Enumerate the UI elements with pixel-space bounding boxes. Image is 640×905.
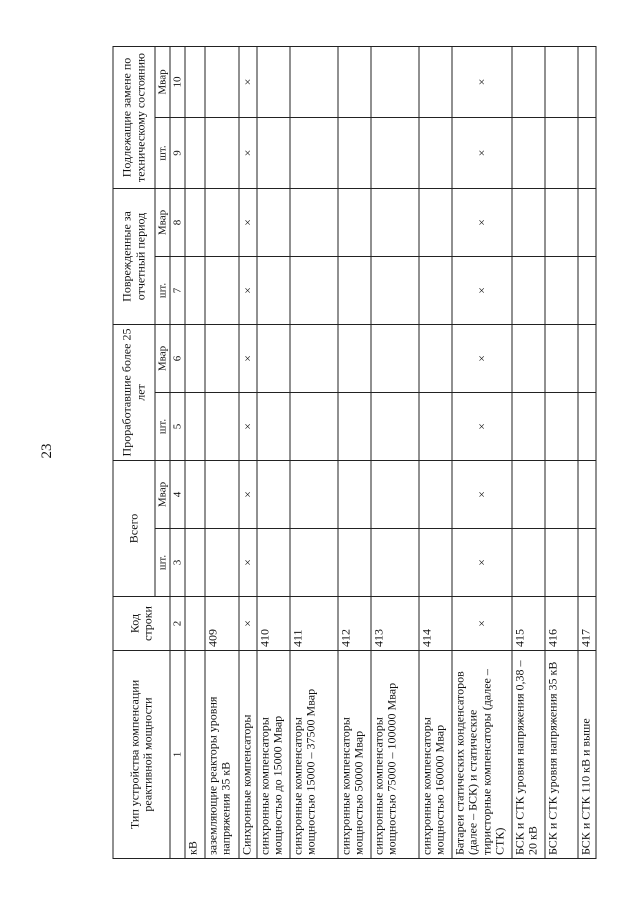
unit-count: шт. xyxy=(155,118,170,189)
data-cell xyxy=(419,529,452,597)
data-cell xyxy=(185,118,205,189)
data-cell: × xyxy=(239,189,257,257)
data-cell xyxy=(512,118,545,189)
table-row xyxy=(371,47,419,859)
data-cell xyxy=(512,189,545,257)
data-cell xyxy=(371,461,419,529)
data-cell xyxy=(419,189,452,257)
data-cell xyxy=(338,189,371,257)
table-row xyxy=(338,47,371,859)
row-name: заземляющие реакторы уровня напряжения 35 кВ xyxy=(205,651,239,859)
data-cell xyxy=(185,461,205,529)
data-cell xyxy=(578,529,596,597)
row-code: × xyxy=(452,597,512,651)
data-cell xyxy=(545,393,578,461)
data-cell xyxy=(185,257,205,325)
table-row xyxy=(257,47,290,859)
data-cell xyxy=(338,257,371,325)
row-name: БСК и СТК уровня напряжения 35 кВ xyxy=(545,651,578,859)
data-cell xyxy=(185,529,205,597)
data-cell: × xyxy=(239,393,257,461)
row-name: синхронные компенсаторы мощностью 15000 – 37500 Мвар xyxy=(290,651,338,859)
compensation-devices-table xyxy=(113,46,597,859)
data-cell xyxy=(419,47,452,118)
data-cell xyxy=(290,393,338,461)
data-cell: × xyxy=(452,47,512,118)
data-cell xyxy=(290,47,338,118)
page-number: 23 xyxy=(39,443,55,459)
data-cell: × xyxy=(452,118,512,189)
data-cell xyxy=(371,47,419,118)
data-cell xyxy=(205,257,239,325)
data-cell xyxy=(257,461,290,529)
rotated-table-container xyxy=(113,47,593,859)
data-cell xyxy=(338,325,371,393)
header-to-replace: Подлежащие замене по техническому состоянию xyxy=(113,47,155,189)
column-number: 2 xyxy=(170,597,185,651)
data-cell: × xyxy=(452,461,512,529)
data-cell xyxy=(205,325,239,393)
data-cell xyxy=(257,257,290,325)
column-number: 5 xyxy=(170,393,185,461)
data-cell xyxy=(545,529,578,597)
data-cell xyxy=(578,461,596,529)
data-cell xyxy=(578,257,596,325)
data-cell xyxy=(185,325,205,393)
column-number: 7 xyxy=(170,257,185,325)
data-cell xyxy=(205,47,239,118)
data-cell xyxy=(512,529,545,597)
row-name: синхронные компенсаторы мощностью до 15000 Мвар xyxy=(257,651,290,859)
row-code: 409 xyxy=(205,597,239,651)
data-cell xyxy=(257,325,290,393)
data-cell: × xyxy=(239,461,257,529)
data-cell xyxy=(257,529,290,597)
unit-count: шт. xyxy=(155,257,170,325)
row-code: 411 xyxy=(290,597,338,651)
data-cell xyxy=(578,189,596,257)
table-row xyxy=(290,47,338,859)
header-type: Тип устройства компенсации реактивной мощности xyxy=(113,651,170,859)
data-cell xyxy=(578,325,596,393)
data-cell xyxy=(185,393,205,461)
data-cell xyxy=(338,118,371,189)
data-cell xyxy=(419,325,452,393)
column-number: 10 xyxy=(170,47,185,118)
data-cell xyxy=(205,529,239,597)
unit-power: Мвар xyxy=(155,47,170,118)
row-code xyxy=(185,597,205,651)
data-cell xyxy=(371,118,419,189)
unit-count: шт. xyxy=(155,529,170,597)
data-cell xyxy=(419,257,452,325)
header-total: Всего xyxy=(113,461,155,597)
data-cell xyxy=(545,257,578,325)
data-cell: × xyxy=(239,529,257,597)
data-cell xyxy=(371,325,419,393)
row-name: синхронные компенсаторы мощностью 160000 Мвар xyxy=(419,651,452,859)
unit-power: Мвар xyxy=(155,461,170,529)
data-cell xyxy=(290,118,338,189)
data-cell xyxy=(290,257,338,325)
data-cell: × xyxy=(239,118,257,189)
unit-count: шт. xyxy=(155,393,170,461)
data-cell xyxy=(512,461,545,529)
unit-power: Мвар xyxy=(155,189,170,257)
data-cell xyxy=(290,529,338,597)
data-cell: × xyxy=(452,529,512,597)
row-code: 417 xyxy=(578,597,596,651)
row-code: 410 xyxy=(257,597,290,651)
row-name: БСК и СТК 110 кВ и выше xyxy=(578,651,596,859)
data-cell xyxy=(545,118,578,189)
row-name: Батареи статических конденсаторов (далее – БСК) и статические тиристорные компенсаторы (далее – СТК) xyxy=(452,651,512,859)
data-cell xyxy=(545,461,578,529)
data-cell xyxy=(512,257,545,325)
header-damaged: Поврежденные за отчетный период xyxy=(113,189,155,325)
data-cell xyxy=(257,189,290,257)
data-cell xyxy=(185,47,205,118)
data-cell xyxy=(185,189,205,257)
data-cell xyxy=(512,47,545,118)
column-number: 8 xyxy=(170,189,185,257)
table-row xyxy=(512,47,545,859)
table-row xyxy=(185,47,205,859)
data-cell xyxy=(371,257,419,325)
row-name: синхронные компенсаторы мощностью 50000 Мвар xyxy=(338,651,371,859)
data-cell xyxy=(257,47,290,118)
table-body xyxy=(185,47,596,859)
data-cell: × xyxy=(452,257,512,325)
data-cell xyxy=(338,529,371,597)
data-cell xyxy=(205,118,239,189)
data-cell xyxy=(290,325,338,393)
row-code: 413 xyxy=(371,597,419,651)
row-name: синхронные компенсаторы мощностью 75000 – 100000 Мвар xyxy=(371,651,419,859)
column-number: 3 xyxy=(170,529,185,597)
data-cell xyxy=(512,393,545,461)
data-cell xyxy=(419,461,452,529)
data-cell xyxy=(419,393,452,461)
row-code: 414 xyxy=(419,597,452,651)
column-number: 6 xyxy=(170,325,185,393)
data-cell xyxy=(290,189,338,257)
table-header xyxy=(113,47,185,859)
data-cell xyxy=(371,393,419,461)
data-cell: × xyxy=(239,257,257,325)
data-cell: × xyxy=(239,47,257,118)
data-cell: × xyxy=(452,325,512,393)
data-cell xyxy=(205,461,239,529)
unit-power: Мвар xyxy=(155,325,170,393)
row-code: 416 xyxy=(545,597,578,651)
column-number: 1 xyxy=(170,651,185,859)
data-cell xyxy=(290,461,338,529)
row-code: × xyxy=(239,597,257,651)
table-row xyxy=(578,47,596,859)
data-cell xyxy=(578,47,596,118)
data-cell xyxy=(545,47,578,118)
column-number: 9 xyxy=(170,118,185,189)
data-cell xyxy=(545,325,578,393)
row-name: БСК и СТК уровня напряжения 0,38 – 20 кВ xyxy=(512,651,545,859)
data-cell xyxy=(338,393,371,461)
data-cell xyxy=(512,325,545,393)
header-code: Код строки xyxy=(113,597,170,651)
data-cell xyxy=(338,47,371,118)
data-cell xyxy=(578,118,596,189)
data-cell xyxy=(257,118,290,189)
data-cell xyxy=(205,393,239,461)
row-name: Синхронные компенсаторы xyxy=(239,651,257,859)
data-cell xyxy=(371,529,419,597)
table-row xyxy=(452,47,512,859)
data-cell: × xyxy=(452,393,512,461)
data-cell xyxy=(371,189,419,257)
column-number-row xyxy=(170,47,185,859)
column-number: 4 xyxy=(170,461,185,529)
table-row xyxy=(419,47,452,859)
header-over-25-years: Проработавшие более 25 лет xyxy=(113,325,155,461)
row-code: 415 xyxy=(512,597,545,651)
data-cell: × xyxy=(452,189,512,257)
row-code: 412 xyxy=(338,597,371,651)
table-row xyxy=(545,47,578,859)
data-cell xyxy=(205,189,239,257)
data-cell xyxy=(257,393,290,461)
data-cell xyxy=(545,189,578,257)
data-cell xyxy=(338,461,371,529)
data-cell: × xyxy=(239,325,257,393)
row-name: кВ xyxy=(185,651,205,859)
table-row xyxy=(205,47,239,859)
data-cell xyxy=(578,393,596,461)
data-cell xyxy=(419,118,452,189)
table-row xyxy=(239,47,257,859)
